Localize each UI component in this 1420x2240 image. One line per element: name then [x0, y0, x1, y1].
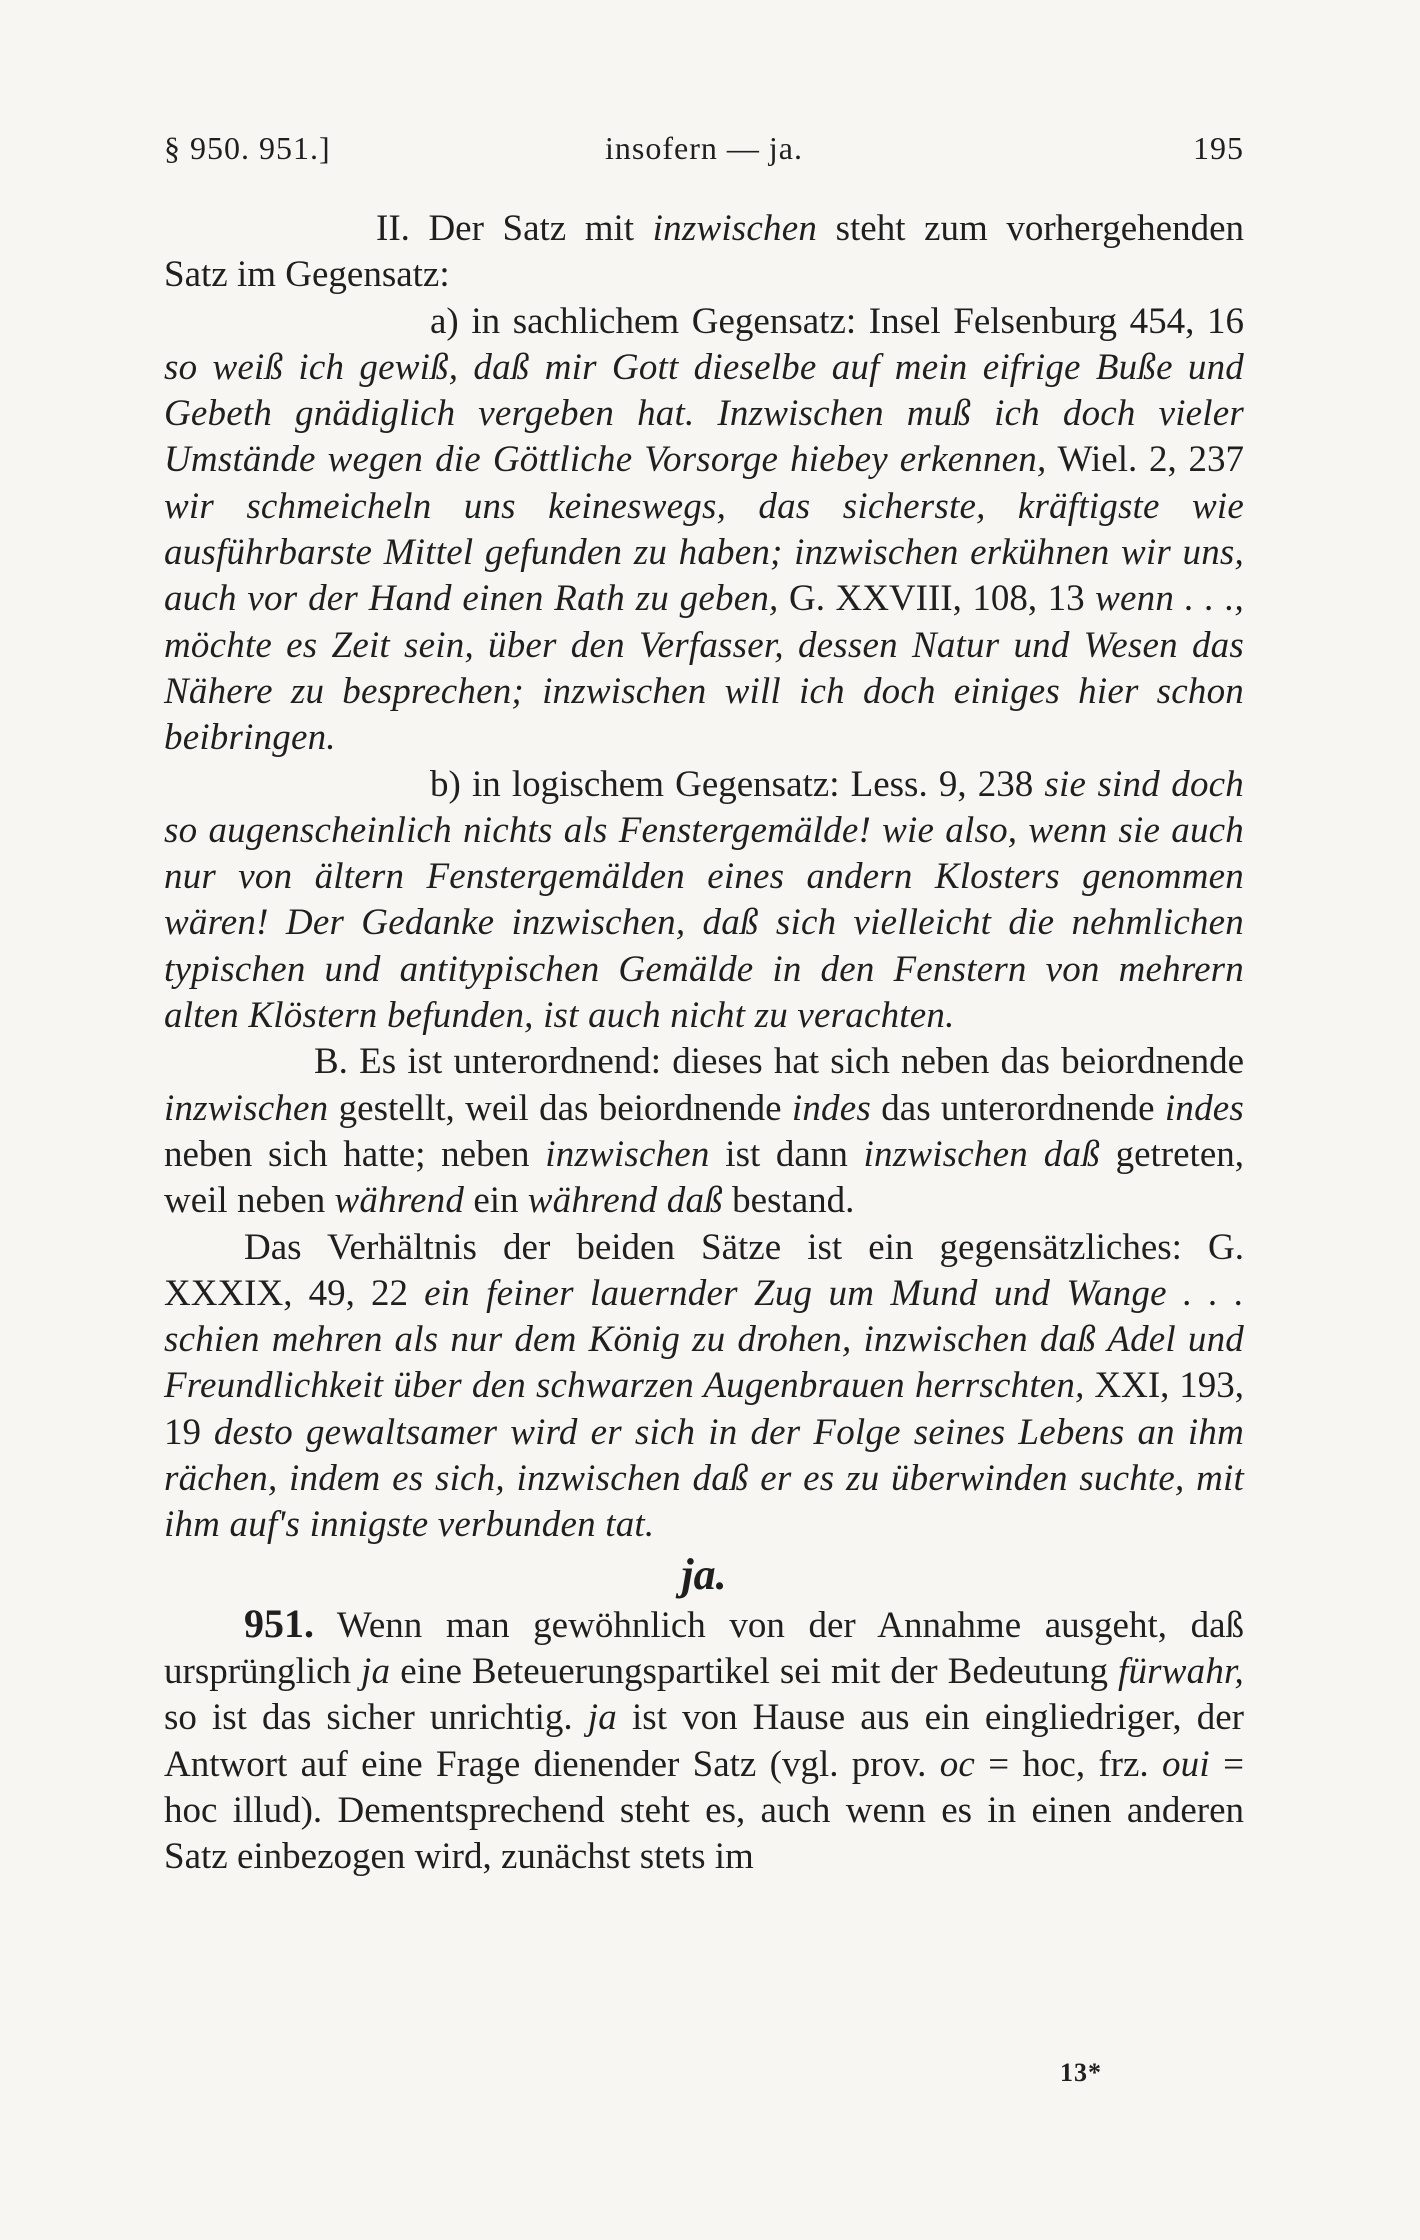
section-heading-ja: ja. — [681, 1549, 727, 1599]
paragraph-951: 951. Wenn man gewöhnlich von der Annahme ausgeht, daß ursprünglich ja eine Beteuerungspartikel sei mit der Bedeutung fürwahr, so ist das sicher unrichtig. ja ist von Hause aus ein eingliedriger, der Antwort auf eine Frage dienender Satz (vgl. prov. oc = hoc, frz. oui = hoc illud). Dementsprechend steht es, auch wenn es in einen anderen Satz einbezogen wird, zunächst stets im — [164, 1600, 1244, 1878]
section-number: 951. — [244, 1600, 314, 1646]
paragraph-II: II. Der Satz mit inzwischen steht zum vorhergehenden Satz im Gegensatz: — [164, 208, 1245, 296]
signature-mark: 13* — [1060, 2058, 1102, 2087]
header-section-ref: § 950. 951.] — [164, 130, 331, 166]
paragraph-B: B. Es ist unterordnend: dieses hat sich neben das beiordnende inzwischen gestellt, weil das beiordnende indes das unterordnende indes neben sich hatte; neben inzwischen ist dann inzwischen daß getreten, weil neben während ein während daß bestand. — [164, 1041, 1245, 1222]
page-number: 195 — [1193, 130, 1244, 166]
paragraph-verhaeltnis: Das Verhältnis der beiden Sätze ist ein gegensätzliches: G. XXXIX, 49, 22 ein feiner lauernder Zug um Mund und Wange . . . schien mehren als nur dem König zu drohen, inzwischen daß Adel und Freundlichkeit über den schwarzen Augenbrauen herrschten, XXI, 193, 19 desto gewaltsamer wird er sich in der Folge seines Lebens an ihm rächen, indem es sich, inzwischen daß er es zu überwinden suchte, mit ihm auf's innigste verbunden tat. — [164, 1226, 1244, 1546]
running-header — [164, 130, 1244, 180]
body-text — [164, 206, 1244, 1880]
paragraph-a: a) in sachlichem Gegensatz: Insel Felsenburg 454, 16 so weiß ich gewiß, daß mir Gott dieselbe auf mein eifrige Buße und Gebeth gnädiglich vergeben hat. Inzwischen muß ich doch vieler Umstände wegen die Göttliche Vorsorge hiebey erkennen, Wiel. 2, 237 wir schmeicheln uns keineswegs, das sicherste, kräftigste wie ausführbarste Mittel gefunden zu haben; inzwischen erkühnen wir uns, auch vor der Hand einen Rath zu geben, G. XXVIII, 108, 13 wenn . . ., möchte es Zeit sein, über den Verfasser, dessen Natur und Wesen das Nähere zu besprechen; inzwischen will ich doch einiges hier schon beibringen. — [164, 300, 1244, 759]
header-title: insofern — ja. — [605, 130, 803, 166]
paragraph-b: b) in logischem Gegensatz: Less. 9, 238 sie sind doch so augenscheinlich nichts als Fenstergemälde! wie also, wenn sie auch nur von ältern Fenstergemälden eines andern Klosters genommen wären! Der Gedanke inzwischen, daß sich vielleicht die nehmlichen typischen und antitypischen Gemälde in den Fenstern von mehrern alten Klöstern befunden, ist auch nicht zu verachten. — [164, 763, 1245, 1037]
